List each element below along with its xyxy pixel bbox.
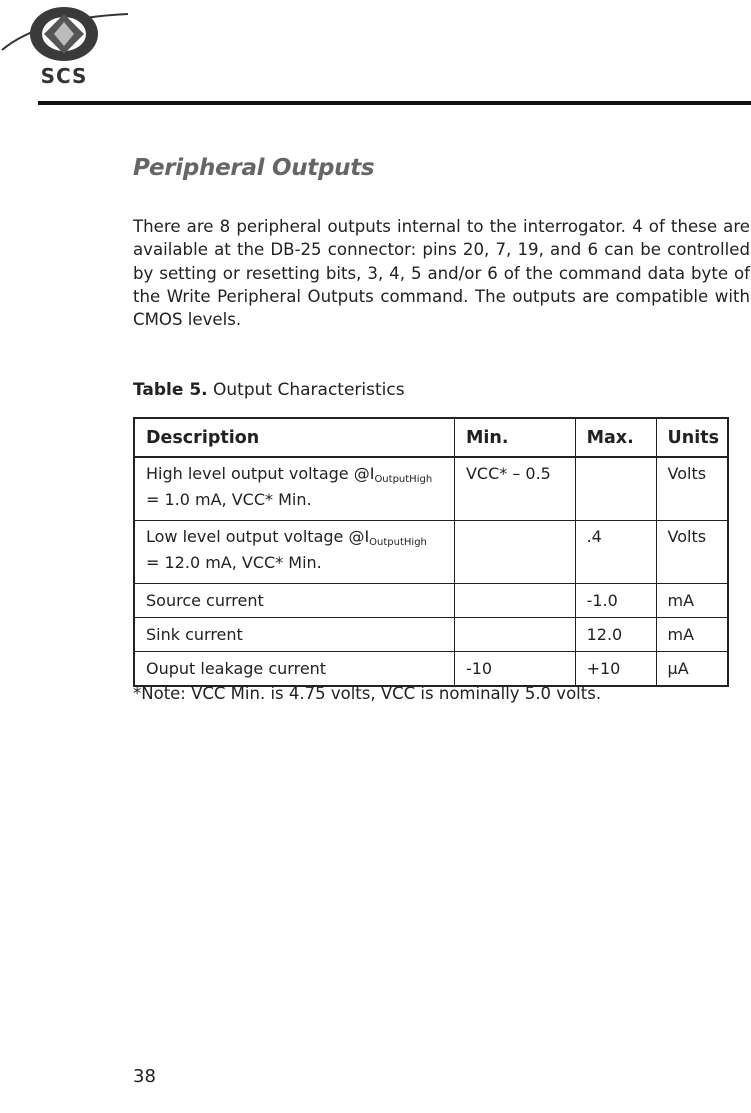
cell-description: Low level output voltage $@I_{OutputHigh}$ = 12.0 mA, VCC* Min. <box>134 521 454 584</box>
body-paragraph: There are 8 peripheral outputs internal to the interrogator. 4 of these are available at the DB-25 connector: pins 20, 7, 19, and 6 can be controlled by setting or resetting bits, 3, 4, 5 and/or 6 of the command data byte of the Write Peripheral Outputs command. The outputs are compatible with CMOS levels. <box>133 217 750 330</box>
cell-units: mA <box>656 584 728 618</box>
table-caption-label: Table 5. <box>133 380 208 400</box>
cell-min <box>454 618 575 652</box>
footnote: *Note: VCC Min. is 4.75 volts, VCC is nominally 5.0 volts. <box>133 684 602 703</box>
cell-units: Volts <box>656 521 728 584</box>
header-rule <box>38 101 751 105</box>
cell-max <box>575 457 656 521</box>
cell-description: High level output voltage $@I_{OutputHigh}$ = 1.0 mA, VCC* Min. <box>134 457 454 521</box>
header-units: Units <box>656 418 728 457</box>
cell-description: Source current <box>134 584 454 618</box>
table-row <box>134 457 728 521</box>
logo-text: SCS <box>40 64 88 88</box>
table-row <box>134 618 728 652</box>
cell-description: Ouput leakage current <box>134 652 454 687</box>
cell-max: -1.0 <box>575 584 656 618</box>
table-row <box>134 521 728 584</box>
section-title: Peripheral Outputs <box>133 155 375 181</box>
cell-max: +10 <box>575 652 656 687</box>
cell-min: -10 <box>454 652 575 687</box>
header-min: Min. <box>454 418 575 457</box>
table-header-row <box>134 418 728 457</box>
table-row <box>134 584 728 618</box>
table-caption <box>133 380 405 400</box>
cell-units: mA <box>656 618 728 652</box>
cell-min <box>454 521 575 584</box>
page-number: 38 <box>133 1066 156 1087</box>
table-caption-title: Output Characteristics <box>213 380 405 400</box>
cell-units: µA <box>656 652 728 687</box>
cell-units: Volts <box>656 457 728 521</box>
table-row <box>134 652 728 687</box>
cell-min <box>454 584 575 618</box>
output-characteristics-table <box>133 417 729 687</box>
header-description: Description <box>134 418 454 457</box>
header-max: Max. <box>575 418 656 457</box>
cell-max: .4 <box>575 521 656 584</box>
cell-min: VCC* – 0.5 <box>454 457 575 521</box>
logo-emblem-icon <box>0 0 130 70</box>
scs-logo <box>0 0 130 90</box>
cell-max: 12.0 <box>575 618 656 652</box>
cell-description: Sink current <box>134 618 454 652</box>
